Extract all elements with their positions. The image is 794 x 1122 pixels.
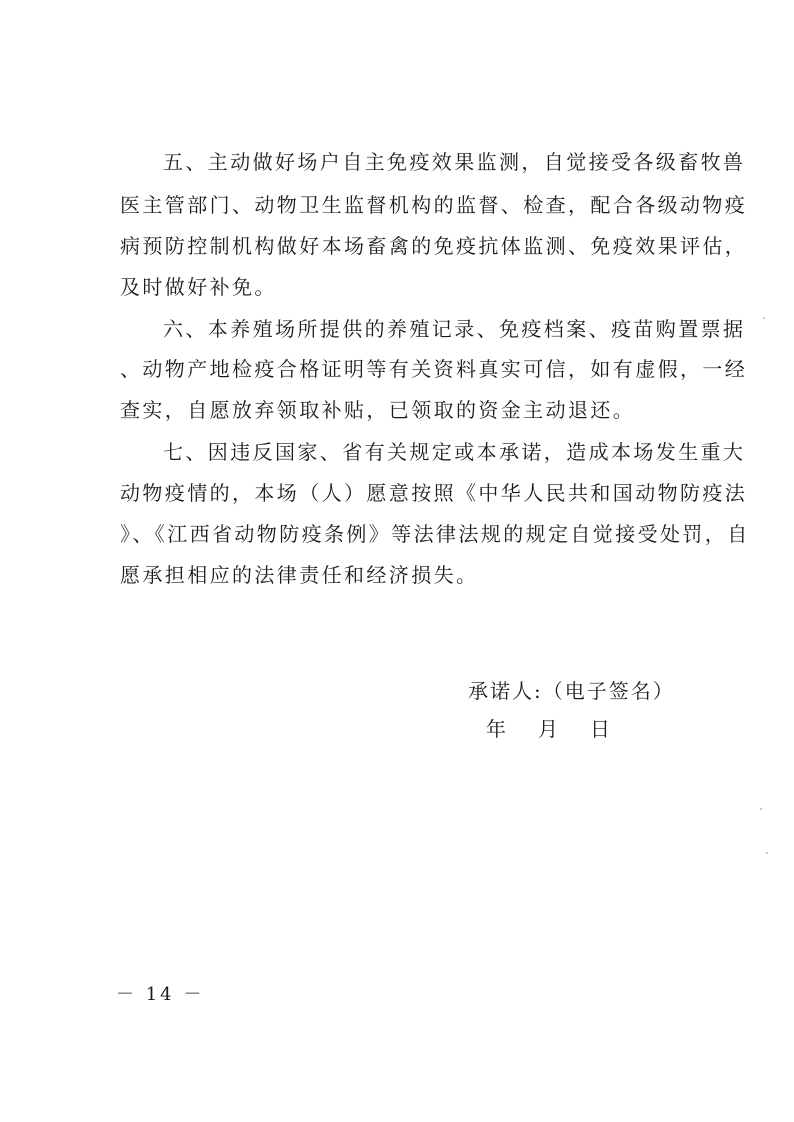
scan-speck <box>766 852 768 854</box>
paragraph-6-line-1: 六、本养殖场所提供的养殖记录、免疫档案、疫苗购置票据 <box>163 317 746 341</box>
paragraph-6-line-3: 查实，自愿放弃领取补贴，已领取的资金主动退还。 <box>120 398 636 422</box>
paragraph-6-line-2: 、动物产地检疫合格证明等有关资料真实可信，如有虚假，一经 <box>120 357 748 381</box>
paragraph-5-line-4: 及时做好补免。 <box>120 275 277 299</box>
signature-label: 承诺人:（电子签名） <box>468 679 675 703</box>
date-month: 月 <box>538 717 558 741</box>
date-year: 年 <box>486 717 506 741</box>
paragraph-7-line-4: 愿承担相应的法律责任和经济损失。 <box>120 563 479 587</box>
paragraph-5-line-1: 五、主动做好场户自主免疫效果监测，自觉接受各级畜牧兽 <box>163 150 746 174</box>
date-day: 日 <box>590 717 610 741</box>
page-number: － 14 － <box>116 984 205 1005</box>
scan-speck <box>760 808 762 810</box>
paragraph-7-line-3: 》、《江西省动物防疫条例》等法律法规的规定自觉接受处罚，自 <box>120 522 750 546</box>
scan-speck <box>763 317 765 319</box>
paragraph-5-line-3: 病预防控制机构做好本场畜禽的免疫抗体监测、免疫效果评估， <box>120 234 748 258</box>
paragraph-7-line-2: 动物疫情的，本场（人）愿意按照《中华人民共和国动物防疫法 <box>120 481 748 505</box>
paragraph-7-line-1: 七、因违反国家、省有关规定或本承诺，造成本场发生重大 <box>163 440 746 464</box>
paragraph-5-line-2: 医主管部门、动物卫生监督机构的监督、检查，配合各级动物疫 <box>120 193 748 217</box>
